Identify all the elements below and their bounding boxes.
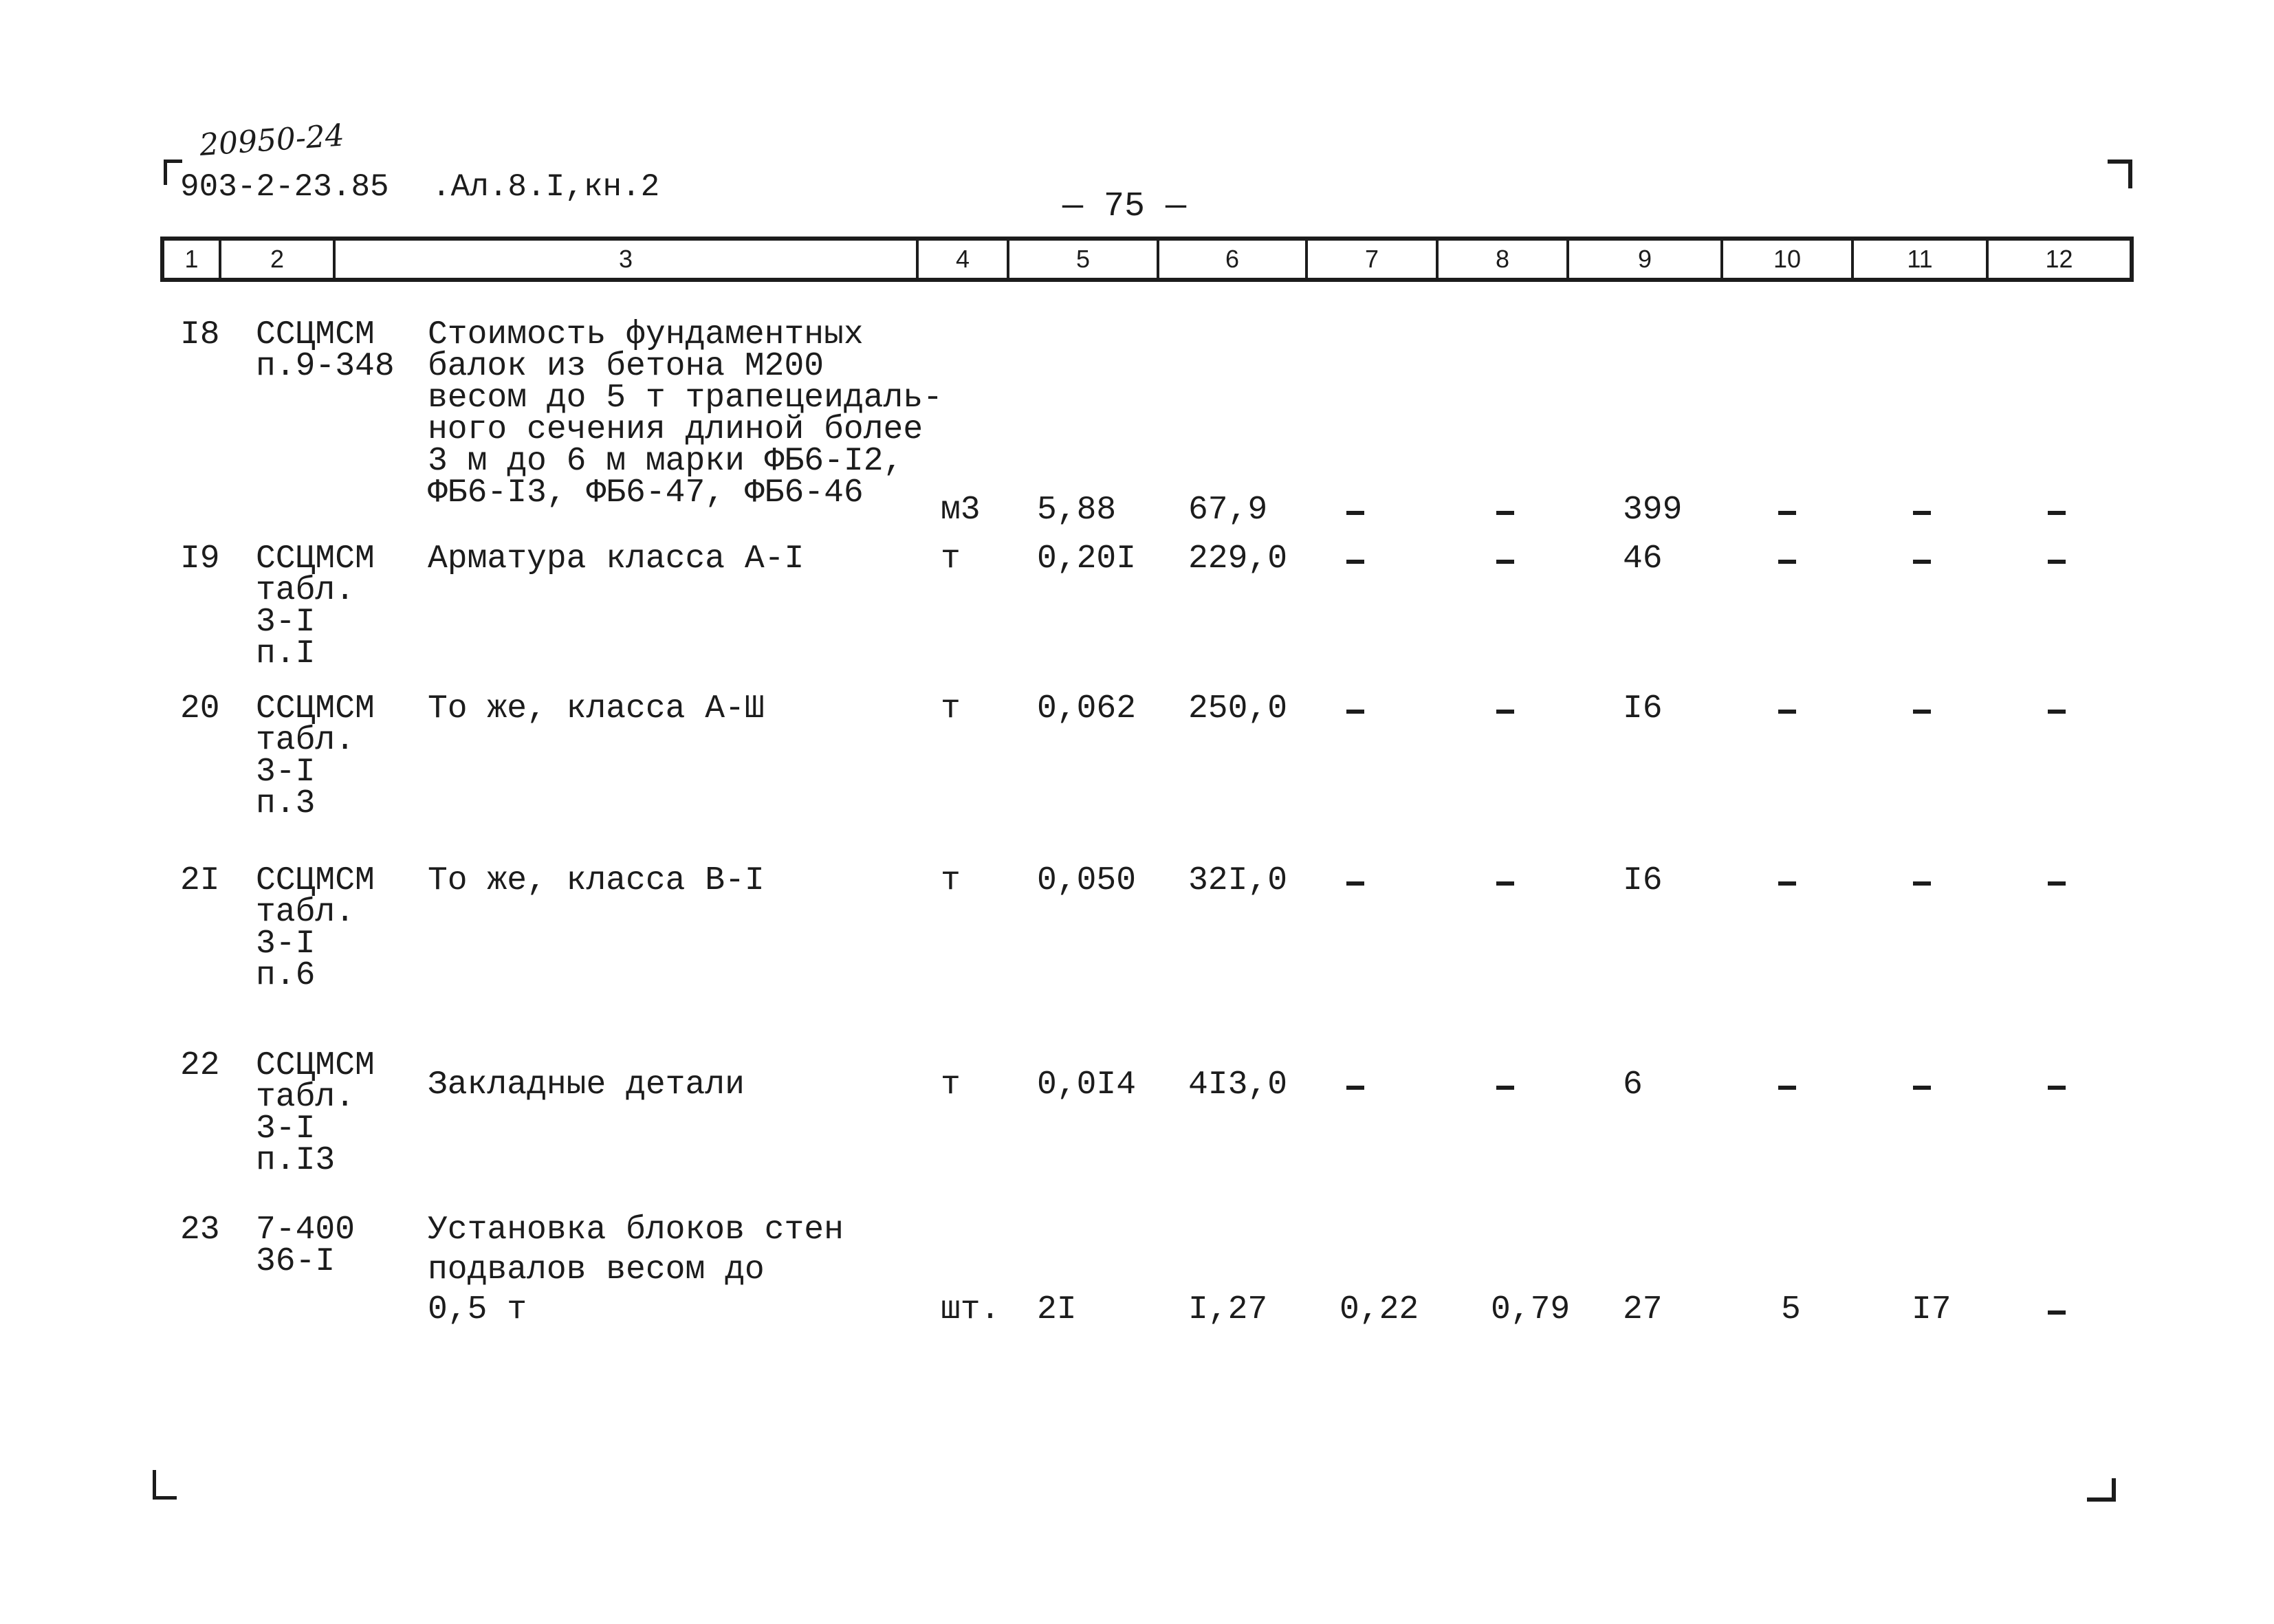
price-reference: п.I	[256, 635, 316, 672]
dash-mark	[1346, 1086, 1364, 1090]
column-header: 8	[1437, 239, 1568, 280]
value-cell: 399	[1623, 492, 1683, 529]
item-description: ФБ6-I3, ФБ6-47, ФБ6-46	[428, 474, 864, 512]
column-header: 11	[1852, 239, 1987, 280]
dash-mark	[2048, 560, 2066, 564]
price-reference: п.9-348	[256, 348, 395, 385]
price-reference: 36-I	[256, 1243, 336, 1280]
unit-price-cell: I,27	[1188, 1291, 1268, 1328]
dash-mark	[1778, 560, 1796, 564]
column-header: 6	[1158, 239, 1307, 280]
column-header-row	[160, 237, 2134, 282]
row-number: I8	[180, 316, 220, 353]
handwritten-number: 20950-24	[198, 118, 346, 163]
dash-mark	[1913, 881, 1931, 886]
dash-mark	[2048, 710, 2066, 714]
unit-cell: т	[941, 1066, 961, 1104]
dash-mark	[2048, 1310, 2066, 1315]
unit-price-cell: 4I3,0	[1188, 1066, 1288, 1104]
page-number: — 75 —	[1062, 187, 1187, 226]
value-cell: 6	[1623, 1066, 1643, 1104]
column-header: 4	[917, 239, 1008, 280]
column-header: 2	[220, 239, 334, 280]
value-cell: 46	[1623, 540, 1663, 578]
unit-price-cell: 67,9	[1188, 492, 1268, 529]
item-description: балок из бетона М200	[428, 348, 824, 385]
column-header: 3	[334, 239, 917, 280]
doc-code: 903-2-23.85	[180, 169, 389, 205]
unit-price-cell: 250,0	[1188, 690, 1288, 727]
price-reference: 3-I	[256, 604, 316, 641]
item-description: ного сечения длиной более	[428, 411, 923, 448]
dash-mark	[1346, 511, 1364, 515]
value-cell: I6	[1623, 690, 1663, 727]
dash-mark	[1913, 560, 1931, 564]
price-reference: п.I3	[256, 1142, 336, 1179]
item-description: Закладные детали	[428, 1066, 745, 1104]
item-description: То же, класса А-Ш	[428, 690, 765, 727]
unit-cell: т	[941, 690, 961, 727]
value-cell: 5	[1781, 1291, 1801, 1328]
row-number: I9	[180, 540, 220, 578]
quantity-cell: 0,050	[1037, 862, 1137, 899]
dash-mark	[1496, 1086, 1514, 1090]
dash-mark	[1778, 1086, 1796, 1090]
item-description: подвалов весом до	[428, 1251, 765, 1288]
column-header: 9	[1568, 239, 1722, 280]
dash-mark	[1496, 881, 1514, 886]
price-reference: табл.	[256, 722, 356, 759]
dash-mark	[1496, 710, 1514, 714]
dash-mark	[1778, 511, 1796, 515]
unit-cell: т	[941, 862, 961, 899]
value-cell: I7	[1912, 1291, 1952, 1328]
dash-mark	[1913, 1086, 1931, 1090]
dash-mark	[1778, 881, 1796, 886]
value-cell: 27	[1623, 1291, 1663, 1328]
price-reference: табл.	[256, 572, 356, 609]
price-reference: ССЦМСМ	[256, 862, 375, 899]
unit-cell: т	[941, 540, 961, 578]
item-description: Установка блоков стен	[428, 1211, 844, 1249]
quantity-cell: 2I	[1037, 1291, 1077, 1328]
unit-price-cell: 32I,0	[1188, 862, 1288, 899]
unit-price-cell: 229,0	[1188, 540, 1288, 578]
item-description: 3 м до 6 м марки ФБ6-I2,	[428, 443, 904, 480]
column-header: 1	[184, 245, 199, 273]
dash-mark	[1496, 560, 1514, 564]
row-number: 23	[180, 1211, 220, 1249]
column-header: 7	[1307, 239, 1437, 280]
row-number: 20	[180, 690, 220, 727]
price-reference: п.3	[256, 785, 316, 822]
price-reference: 3-I	[256, 925, 316, 963]
corner-mark-top-right	[2108, 160, 2132, 188]
corner-mark-bottom-left	[153, 1470, 177, 1500]
dash-mark	[1346, 560, 1364, 564]
row-number: 22	[180, 1047, 220, 1084]
dash-mark	[1913, 511, 1931, 515]
album-reference: .Ал.8.I,кн.2	[432, 169, 660, 205]
price-reference: ССЦМСМ	[256, 690, 375, 727]
value-cell: 0,22	[1340, 1291, 1419, 1328]
corner-mark-bottom-right	[2087, 1478, 2116, 1502]
price-reference: ССЦМСМ	[256, 1047, 375, 1084]
item-description: Стоимость фундаментных	[428, 316, 864, 353]
dash-mark	[2048, 1086, 2066, 1090]
column-header: 12	[1987, 239, 2132, 280]
price-reference: 3-I	[256, 1110, 316, 1148]
row-number: 2I	[180, 862, 220, 899]
price-reference: табл.	[256, 894, 356, 931]
dash-mark	[1778, 710, 1796, 714]
value-cell: I6	[1623, 862, 1663, 899]
item-description: Арматура класса А-I	[428, 540, 805, 578]
price-reference: ССЦМСМ	[256, 540, 375, 578]
dash-mark	[1913, 710, 1931, 714]
column-header: 5	[1008, 239, 1158, 280]
price-reference: ССЦМСМ	[256, 316, 375, 353]
dash-mark	[1346, 881, 1364, 886]
value-cell: 0,79	[1491, 1291, 1571, 1328]
item-description: 0,5 т	[428, 1291, 527, 1328]
item-description: То же, класса В-I	[428, 862, 765, 899]
price-reference: табл.	[256, 1079, 356, 1116]
dash-mark	[1346, 710, 1364, 714]
item-description: весом до 5 т трапецеидаль-	[428, 380, 943, 417]
quantity-cell: 0,20I	[1037, 540, 1137, 578]
price-reference: 7-400	[256, 1211, 356, 1249]
price-reference: 3-I	[256, 754, 316, 791]
column-header: 10	[1722, 239, 1852, 280]
corner-mark-top-left	[164, 160, 182, 185]
dash-mark	[1496, 511, 1514, 515]
price-reference: п.6	[256, 957, 316, 994]
quantity-cell: 5,88	[1037, 492, 1117, 529]
quantity-cell: 0,062	[1037, 690, 1137, 727]
dash-mark	[2048, 511, 2066, 515]
unit-cell: м3	[941, 492, 981, 529]
unit-cell: шт.	[941, 1291, 1001, 1328]
dash-mark	[2048, 881, 2066, 886]
quantity-cell: 0,0I4	[1037, 1066, 1137, 1104]
